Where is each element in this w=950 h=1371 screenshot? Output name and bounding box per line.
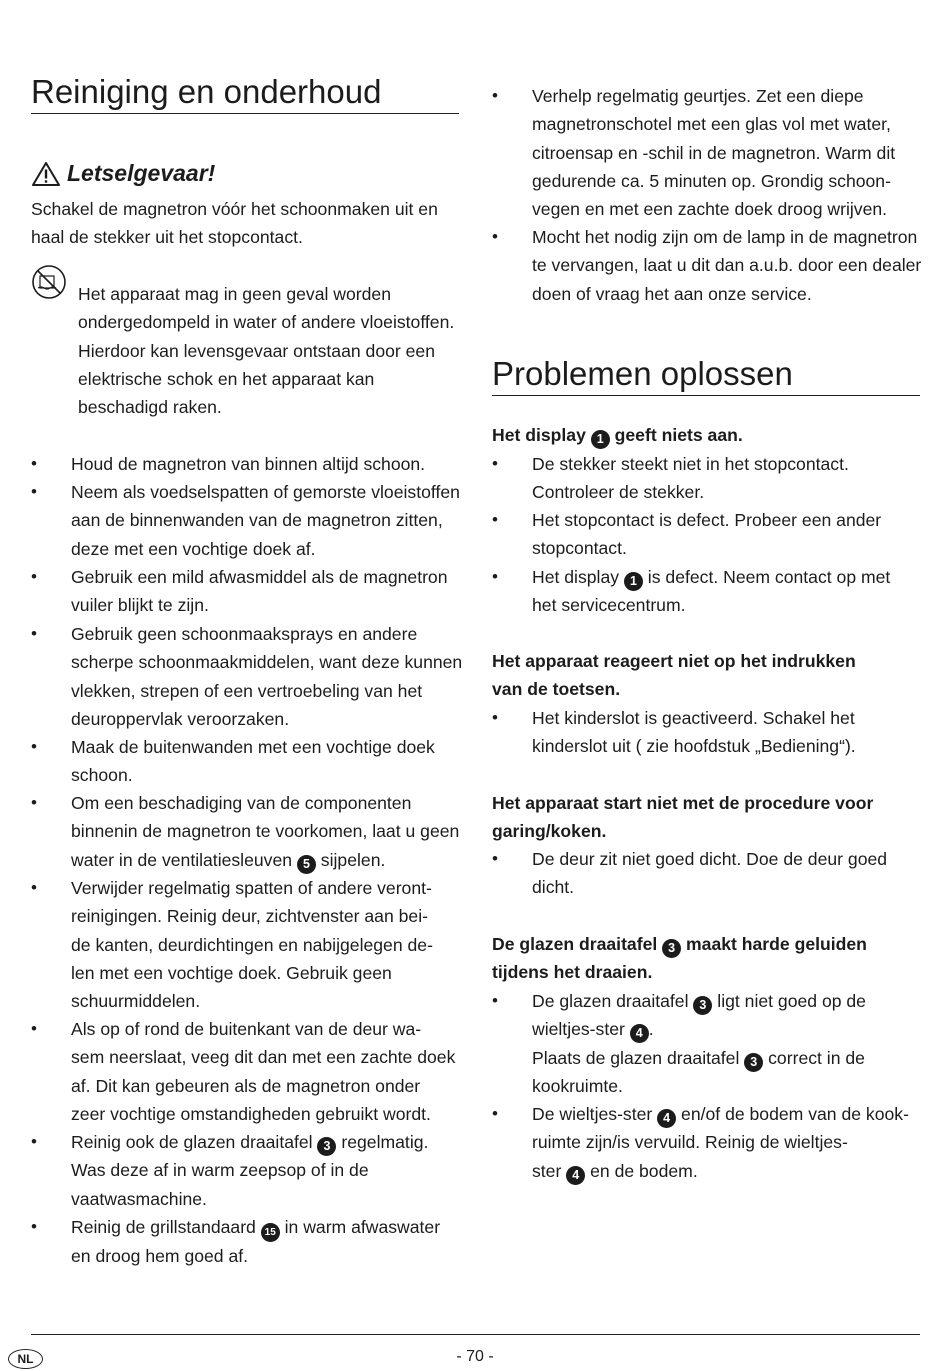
text-line: haal de stekker uit het stopcontact.	[31, 227, 303, 248]
text-line: Als op of rond de buitenkant van de deur wa-	[71, 1019, 422, 1039]
text-line: De stekker steekt niet in het stopcontact.	[532, 454, 849, 474]
text-fragment: De glazen draaitafel	[532, 991, 694, 1011]
text-line: Maak de buitenwanden met een vochtige doek	[71, 737, 435, 757]
text-fragment: Plaats de glazen draaitafel	[532, 1047, 745, 1068]
text-fragment: wieltjes-ster	[532, 1019, 630, 1040]
section-heading-troubleshooting: Problemen oplossen	[492, 355, 793, 392]
text-line: aan de binnenwanden van de magnetron zitten,	[71, 510, 443, 531]
ref-number-badge: 3	[693, 996, 712, 1015]
text-line: deuroppervlak veroorzaken.	[71, 708, 290, 729]
text-line-with-ref	[532, 1044, 866, 1072]
text-line: scherpe schoonmaakmiddelen, want deze kunnen	[71, 652, 463, 673]
bullet: •	[31, 737, 37, 756]
text-line: kinderslot uit ( zie hoofdstuk „Bediening“).	[532, 736, 856, 757]
text-fragment: Het display	[492, 425, 591, 445]
problem-title	[492, 421, 743, 449]
warning-title-text: Letselgevaar!	[67, 160, 216, 186]
bullet: •	[31, 624, 37, 643]
warning-triangle-icon	[31, 161, 61, 187]
bullet: •	[492, 991, 498, 1010]
bullet: •	[31, 878, 37, 897]
bullet: •	[492, 1104, 498, 1123]
text-line: deze met een vochtige doek af.	[71, 538, 316, 559]
text-fragment: en de bodem.	[585, 1160, 698, 1181]
text-fragment: water in de ventilatiesleuven	[71, 849, 297, 870]
text-line-with-ref	[71, 1128, 428, 1156]
text-line: binnenin de magnetron te voorkomen, laat u geen	[71, 821, 460, 842]
text-line-with-ref	[532, 563, 890, 591]
text-line: Controleer de stekker.	[532, 482, 705, 503]
text-fragment: De wieltjes-ster	[532, 1104, 658, 1124]
text-fragment: Reinig ook de glazen draaitafel	[71, 1132, 318, 1152]
heading-rule	[492, 395, 920, 396]
bullet: •	[31, 482, 37, 501]
text-line: magnetronschotel met een glas vol met water,	[532, 114, 891, 135]
text-line: gedurende ca. 5 minuten op. Grondig schoon-	[532, 170, 891, 191]
page-number: - 70 -	[456, 1348, 494, 1365]
text-line: zeer vochtige omstandigheden gebruikt wordt.	[71, 1103, 431, 1124]
text-line: Schakel de magnetron vóór het schoonmaken uit en	[31, 199, 438, 219]
text-line: schoon.	[71, 765, 133, 786]
warning-text	[31, 195, 459, 252]
text-line: Hierdoor kan levensgevaar ontstaan door een	[78, 340, 435, 361]
ref-number-badge: 5	[297, 855, 316, 874]
text-fragment: en/of de bodem van de kook-	[676, 1104, 909, 1124]
bullet: •	[492, 567, 498, 586]
text-line: reinigingen. Reinig deur, zichtvenster aan bei-	[71, 906, 428, 927]
text-fragment: .	[648, 1019, 654, 1040]
warning-title	[31, 160, 215, 187]
text-line: vegen en met een zachte doek droog wrijven.	[532, 199, 888, 220]
text-line: te vervangen, laat u dit dan a.u.b. door een dealer	[532, 255, 922, 276]
text-line: De deur zit niet goed dicht. Doe de deur goed	[532, 849, 888, 869]
text-line: en droog hem goed af.	[71, 1246, 249, 1266]
text-line: vaatwasmachine.	[71, 1188, 207, 1209]
heading-rule	[31, 113, 459, 114]
text-line: Verwijder regelmatig spatten of andere veront-	[71, 878, 432, 898]
text-line: stopcontact.	[532, 538, 627, 559]
text-line: af. Dit kan gebeuren als de magnetron onder	[71, 1075, 421, 1096]
text-line: van de toetsen.	[492, 679, 621, 700]
text-fragment: sijpelen.	[315, 849, 386, 870]
no-water-immersion-icon	[31, 264, 67, 300]
text-line: citroensap en -schil in de magnetron. Warm dit	[532, 142, 896, 163]
text-fragment: regelmatig.	[336, 1132, 429, 1152]
text-line: Het apparaat start niet met de procedure voor	[492, 793, 874, 813]
footer-rule	[31, 1334, 920, 1335]
problem-title	[492, 930, 867, 987]
text-line-with-ref	[532, 987, 866, 1015]
bullet: •	[31, 1019, 37, 1038]
text-fragment: De glazen draaitafel	[492, 934, 663, 954]
text-fragment: maakt harde geluiden	[681, 934, 867, 954]
language-badge: NL	[8, 1349, 43, 1369]
ref-number-badge: 3	[317, 1137, 336, 1156]
ref-number-badge: 3	[744, 1053, 763, 1072]
text-line: garing/koken.	[492, 821, 607, 842]
text-line: Gebruik geen schoonmaaksprays en andere	[71, 624, 418, 644]
text-line: Om een beschadiging van de componenten	[71, 793, 412, 813]
bullet: •	[492, 708, 498, 727]
text-line: schuurmiddelen.	[71, 991, 201, 1012]
text-line: dicht.	[532, 877, 575, 898]
section-heading-cleaning: Reiniging en onderhoud	[31, 73, 382, 110]
text-line: beschadigd raken.	[78, 397, 222, 418]
text-line: vuiler blijkt te zijn.	[71, 595, 209, 616]
bullet: •	[31, 567, 37, 586]
water-warning-text	[78, 280, 459, 421]
text-line-with-ref	[532, 1100, 909, 1128]
ref-number-badge: 4	[630, 1024, 649, 1043]
text-line-with-ref	[71, 846, 459, 874]
text-fragment: ligt niet goed op de	[712, 991, 866, 1011]
text-line: tijdens het draaien.	[492, 962, 653, 983]
text-line: elektrische schok en het apparaat kan	[78, 368, 375, 389]
text-line: Was deze af in warm zeepsop of in de	[71, 1160, 369, 1181]
text-line-with-ref	[532, 1157, 909, 1185]
ref-number-badge: 3	[662, 939, 681, 958]
text-line: vlekken, strepen of een vertroebeling van het	[71, 680, 423, 701]
text-line: ruimte zijn/is vervuild. Reinig de wieltjes-	[532, 1132, 848, 1153]
text-fragment: Het display	[532, 567, 624, 587]
bullet: •	[492, 849, 498, 868]
text-fragment: in warm afwaswater	[279, 1217, 441, 1237]
text-fragment: correct in de	[763, 1047, 865, 1068]
bullet: •	[31, 454, 37, 473]
bullet: •	[31, 1217, 37, 1236]
text-line: Het kinderslot is geactiveerd. Schakel het	[532, 708, 855, 728]
text-line: Het apparaat reageert niet op het indrukken	[492, 651, 856, 671]
text-line: kookruimte.	[532, 1075, 623, 1096]
text-fragment: geeft niets aan.	[609, 425, 743, 445]
ref-number-badge: 1	[624, 572, 643, 591]
text-fragment: Reinig de grillstandaard	[71, 1217, 261, 1237]
bullet: •	[492, 510, 498, 529]
text-line: Gebruik een mild afwasmiddel als de magnetron	[71, 567, 448, 587]
text-fragment: ster	[532, 1160, 567, 1181]
bullet: •	[492, 86, 498, 105]
text-line: Verhelp regelmatig geurtjes. Zet een diepe	[532, 86, 864, 106]
text-line-with-ref	[532, 1015, 866, 1043]
bullet: •	[492, 454, 498, 473]
ref-number-badge: 15	[261, 1223, 280, 1242]
text-line: de kanten, deurdichtingen en nabijgelegen de-	[71, 934, 433, 955]
text-line: Houd de magnetron van binnen altijd schoon.	[71, 454, 426, 474]
problem-title	[492, 789, 873, 846]
text-line: ondergedompeld in water of andere vloeistoffen.	[78, 312, 455, 333]
ref-number-badge: 4	[566, 1166, 585, 1185]
bullet: •	[31, 793, 37, 812]
ref-number-badge: 1	[591, 430, 610, 449]
text-line: Het apparaat mag in geen geval worden	[78, 284, 391, 304]
text-fragment: is defect. Neem contact op met	[642, 567, 891, 587]
text-line-with-ref	[492, 930, 867, 958]
text-line: sem neerslaat, veeg dit dan met een zachte doek	[71, 1047, 456, 1068]
text-line: len met een vochtige doek. Gebruik geen	[71, 962, 392, 983]
bullet: •	[31, 1132, 37, 1151]
problem-title	[492, 647, 856, 704]
text-line: doen of vraag het aan onze service.	[532, 283, 812, 304]
text-line: Mocht het nodig zijn om de lamp in de magnetron	[532, 227, 918, 247]
text-line-with-ref	[71, 1213, 440, 1242]
text-line: het servicecentrum.	[532, 595, 686, 616]
ref-number-badge: 4	[657, 1109, 676, 1128]
text-line: Het stopcontact is defect. Probeer een ander	[532, 510, 882, 530]
text-line: Neem als voedselspatten of gemorste vloeistoffen	[71, 482, 460, 502]
bullet: •	[492, 227, 498, 246]
